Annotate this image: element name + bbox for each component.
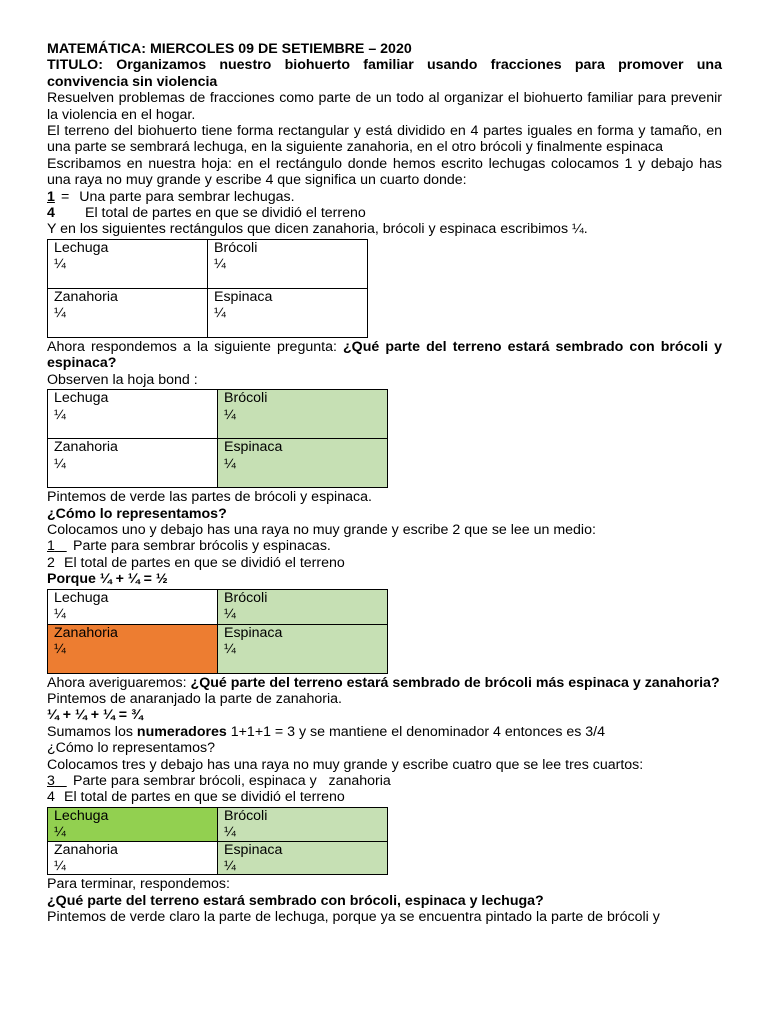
- fraction-2-numerator-line: [47, 538, 722, 554]
- section4-sum-explanation: [47, 724, 722, 740]
- intro-paragraph-2: El terreno del biohuerto tiene forma rectangular y está dividido en 4 partes iguales en forma y tamaño, en una parte se sembrará lechuga, en la siguiente zanahoria, en el otro brócoli y finalmente espinaca: [47, 123, 722, 156]
- section5-question: ¿Qué parte del terreno estará sembrado con brócoli, espinaca y lechuga?: [47, 892, 544, 909]
- fraction-3-numerator-desc: Parte para sembrar brócoli, espinaca y zanahoria: [73, 772, 391, 789]
- table2-cell-espinaca: [218, 439, 388, 488]
- table4-cell-brocoli: [218, 807, 388, 841]
- section3-how: ¿Cómo lo representamos?: [47, 505, 227, 522]
- section4-paint: Pintemos de anaranjado la parte de zanahoria.: [47, 690, 342, 707]
- cell-name: Lechuga: [54, 807, 109, 824]
- cell-value: ¼: [224, 605, 236, 622]
- cell-value: ¼: [54, 305, 66, 322]
- cell-name: Zanahoria: [54, 624, 118, 641]
- cell-name: Brócoli: [224, 390, 268, 407]
- fraction-2-denominator: 2: [47, 554, 55, 571]
- cell-value: ¼: [54, 455, 66, 472]
- cell-name: Espinaca: [224, 624, 283, 641]
- fraction-3-numerator: [47, 773, 73, 789]
- fraction-3-denominator: 4: [47, 789, 55, 806]
- fraction-1-denominator-line: [47, 205, 722, 221]
- fraction-3-denominator-line: [47, 789, 722, 805]
- section5-finish: Para terminar, respondemos:: [47, 876, 230, 893]
- garden-table-2: [47, 389, 388, 488]
- cell-name: Espinaca: [224, 841, 283, 858]
- intro-paragraph-1: Resuelven problemas de fracciones como parte de un todo al organizar el biohuerto familiar para prevenir la violencia en el hogar.: [47, 90, 722, 123]
- table4-cell-zanahoria: [48, 841, 218, 875]
- fraction-1-denominator: 4: [47, 205, 55, 222]
- section5-paint: Pintemos de verde claro la parte de lechuga, porque ya se encuentra pintado la parte de brócoli y: [47, 909, 660, 926]
- fraction-1-numerator-line: [47, 189, 722, 205]
- cell-value: ¼: [54, 406, 66, 423]
- table3-cell-brocoli: [218, 589, 388, 624]
- cell-value: ¼: [214, 305, 226, 322]
- section3-paint: Pintemos de verde las partes de brócoli y espinaca.: [47, 489, 372, 506]
- cell-name: Brócoli: [224, 589, 268, 606]
- cell-name: Zanahoria: [54, 841, 118, 858]
- fraction-2-denominator-line: [47, 555, 722, 571]
- fraction-1-numerator-desc: Una parte para sembrar lechugas.: [79, 188, 295, 205]
- cell-name: Zanahoria: [54, 288, 118, 305]
- fraction-2-numerator-desc: Parte para sembrar brócolis y espinacas.: [73, 538, 331, 555]
- section4-sum-lead: Sumamos los: [47, 723, 133, 740]
- cell-value: ¼: [224, 455, 236, 472]
- cell-name: Lechuga: [54, 239, 109, 256]
- section4-place: Colocamos tres y debajo has una raya no muy grande y escribe cuatro que se lee tres cuartos:: [47, 756, 644, 773]
- cell-value: ¼: [224, 640, 236, 657]
- cell-name: Lechuga: [54, 390, 109, 407]
- cell-name: Brócoli: [224, 807, 268, 824]
- cell-name: Espinaca: [224, 439, 283, 456]
- table1-cell-lechuga: [48, 239, 208, 288]
- title-heading: [47, 57, 722, 90]
- fraction-3-numerator-digit: 3: [47, 772, 55, 789]
- section3-porque: Porque ¼ + ¼ = ½: [47, 571, 168, 588]
- cell-value: ¼: [214, 256, 226, 273]
- cell-value: ¼: [224, 824, 236, 841]
- fraction-1-equals: =: [61, 188, 70, 205]
- title-label: TITULO:: [47, 57, 103, 74]
- table1-cell-espinaca: [208, 288, 368, 337]
- fraction-3-denominator-desc: El total de partes en que se dividió el terreno: [64, 789, 345, 806]
- section2-observe: Observen la hoja bond :: [47, 371, 198, 388]
- fraction-1-denominator-desc: El total de partes en que se dividió el terreno: [85, 205, 366, 222]
- garden-table-4: [47, 807, 388, 876]
- fraction-1-numerator: 1: [47, 188, 55, 205]
- cell-value: ¼: [54, 256, 66, 273]
- fraction-2-numerator: [47, 538, 73, 554]
- intro-paragraph-4: Y en los siguientes rectángulos que dicen zanahoria, brócoli y espinaca escribimos ¼.: [47, 221, 588, 238]
- cell-value: ¼: [54, 858, 66, 874]
- section4-lead: Ahora averiguaremos:: [47, 674, 187, 691]
- cell-value: ¼: [54, 605, 66, 622]
- section4-how: ¿Cómo lo representamos?: [47, 740, 215, 757]
- section2-question-paragraph: [47, 339, 722, 372]
- garden-table-1: [47, 239, 368, 338]
- table1-cell-zanahoria: [48, 288, 208, 337]
- section2-lead: Ahora respondemos a la siguiente pregunta:: [47, 338, 337, 355]
- section4-sum: ¼ + ¼ + ¼ = ¾: [47, 707, 143, 724]
- garden-table-3: [47, 589, 388, 674]
- title-text: Organizamos nuestro biohuerto familiar usando fracciones para promover una convivencia sin violencia: [47, 57, 722, 90]
- table1-cell-brocoli: [208, 239, 368, 288]
- cell-value: ¼: [54, 824, 66, 841]
- fraction-2-numerator-digit: 1: [47, 538, 55, 555]
- section4-question: ¿Qué parte del terreno estará sembrado de brócoli más espinaca y zanahoria?: [190, 674, 720, 691]
- table2-cell-lechuga: [48, 390, 218, 439]
- subject-heading: MATEMÁTICA: MIERCOLES 09 DE SETIEMBRE – 2020: [47, 41, 412, 57]
- table4-cell-lechuga: [48, 807, 218, 841]
- section4-sum-rest: 1+1+1 = 3 y se mantiene el denominador 4 entonces es 3/4: [230, 723, 606, 740]
- section4-question-paragraph: [47, 675, 722, 691]
- section4-sum-bold: numeradores: [136, 723, 227, 740]
- table2-cell-brocoli: [218, 390, 388, 439]
- cell-value: ¼: [224, 858, 236, 874]
- table3-cell-zanahoria: [48, 624, 218, 673]
- table4-cell-espinaca: [218, 841, 388, 875]
- intro-paragraph-3: Escribamos en nuestra hoja: en el rectángulo donde hemos escrito lechugas colocamos 1 y debajo has una raya no muy grande y escribe 4 que significa un cuarto donde:: [47, 155, 722, 189]
- table3-cell-espinaca: [218, 624, 388, 673]
- fraction-2-denominator-desc: El total de partes en que se dividió el terreno: [64, 554, 345, 571]
- section2-question: ¿Qué parte del terreno estará sembrado con brócoli y espinaca?: [47, 338, 722, 372]
- cell-name: Brócoli: [214, 239, 258, 256]
- cell-name: Lechuga: [54, 589, 109, 606]
- cell-value: ¼: [224, 406, 236, 423]
- cell-name: Espinaca: [214, 288, 273, 305]
- table2-cell-zanahoria: [48, 439, 218, 488]
- document-page: [47, 41, 722, 926]
- cell-name: Zanahoria: [54, 439, 118, 456]
- fraction-3-numerator-line: [47, 773, 722, 789]
- section3-place: Colocamos uno y debajo has una raya no muy grande y escribe 2 que se lee un medio:: [47, 521, 596, 538]
- table3-cell-lechuga: [48, 589, 218, 624]
- cell-value: ¼: [54, 640, 66, 657]
